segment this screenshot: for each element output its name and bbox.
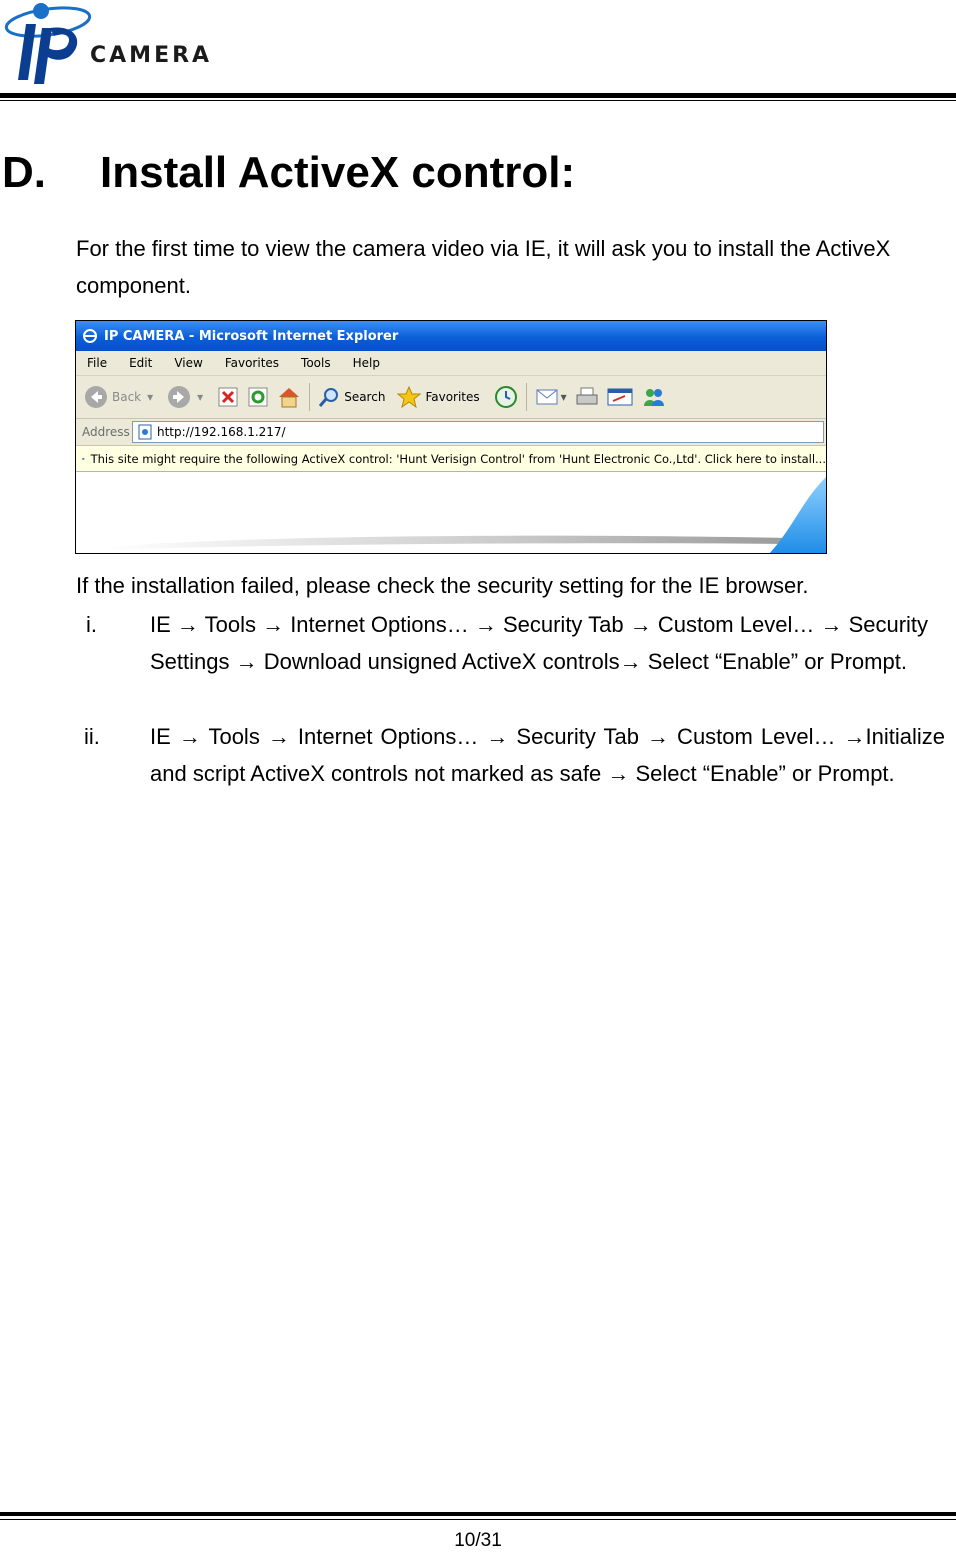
refresh-button[interactable] xyxy=(247,386,269,408)
back-label: Back xyxy=(112,390,141,404)
shield-icon xyxy=(82,451,85,467)
menu-favorites[interactable]: Favorites xyxy=(214,356,290,370)
printer-icon xyxy=(575,386,599,408)
history-button[interactable] xyxy=(494,385,518,409)
star-icon xyxy=(397,386,421,408)
favorites-button[interactable] xyxy=(397,386,479,408)
ie-menu-bar xyxy=(76,351,826,376)
messenger-button[interactable] xyxy=(641,386,667,408)
page-swoosh-graphic xyxy=(76,472,826,554)
menu-help[interactable]: Help xyxy=(342,356,391,370)
edit-button[interactable] xyxy=(607,387,633,407)
stop-icon xyxy=(217,386,239,408)
section-title: Install ActiveX control: xyxy=(100,148,575,197)
forward-arrow-icon xyxy=(167,385,191,409)
toolbar-separator xyxy=(526,383,527,411)
refresh-icon xyxy=(247,386,269,408)
ie-window-title: IP CAMERA - Microsoft Internet Explorer xyxy=(104,329,398,344)
search-button[interactable] xyxy=(318,386,385,408)
step-number: ii. xyxy=(84,718,100,755)
ie-address-bar xyxy=(76,419,826,446)
forward-button[interactable]: ▾ xyxy=(167,385,203,409)
step-text: IE → Tools → Internet Options… → Security Tab → Custom Level… →Initialize and script ActiveX controls not marked as safe → Select “Enable” or Prompt. xyxy=(150,718,945,792)
address-label: Address xyxy=(82,425,132,439)
history-icon xyxy=(494,385,518,409)
home-icon xyxy=(277,386,301,408)
ie-logo-icon xyxy=(82,328,98,344)
back-button[interactable]: Back ▾ xyxy=(84,385,153,409)
search-label: Search xyxy=(344,390,385,404)
header-rule-thick xyxy=(0,93,956,98)
footer-rule-thick xyxy=(0,1512,956,1516)
stop-button[interactable] xyxy=(217,386,239,408)
edit-page-icon xyxy=(607,387,633,407)
mail-icon xyxy=(535,387,559,407)
address-value: http://192.168.1.217/ xyxy=(157,425,286,439)
address-input[interactable] xyxy=(132,421,824,443)
footer-rule-thin xyxy=(0,1519,956,1520)
page-number: 10/31 xyxy=(0,1530,956,1552)
ie-screenshot xyxy=(75,320,827,554)
activex-infobar[interactable] xyxy=(76,446,826,472)
failed-note: If the installation failed, please check the security setting for the IE browser. xyxy=(76,567,926,604)
menu-file[interactable]: File xyxy=(76,356,118,370)
home-button[interactable] xyxy=(277,386,301,408)
logo-mark-text: ip xyxy=(0,0,1,1)
menu-edit[interactable]: Edit xyxy=(118,356,163,370)
print-button[interactable] xyxy=(575,386,599,408)
search-icon xyxy=(318,386,340,408)
favorites-label: Favorites xyxy=(425,390,479,404)
menu-view[interactable]: View xyxy=(163,356,213,370)
ie-toolbar xyxy=(76,376,826,419)
toolbar-separator xyxy=(309,383,310,411)
infobar-text: This site might require the following ActiveX control: 'Hunt Verisign Control' from 'Hunt Electronic Co.,Ltd'. Click here to install... xyxy=(91,452,826,466)
section-letter: D. xyxy=(2,148,100,198)
mail-button[interactable]: ▾ xyxy=(535,387,567,407)
ie-page-content xyxy=(76,472,826,554)
section-heading xyxy=(2,148,575,198)
ip-camera-logo xyxy=(0,0,270,90)
step-text: IE → Tools → Internet Options… → Security Tab → Custom Level… → Security Settings → Download unsigned ActiveX controls→ Select “Enable” or Prompt. xyxy=(150,606,945,680)
step-number: i. xyxy=(86,606,97,643)
header-rule-thin xyxy=(0,100,956,101)
back-arrow-icon xyxy=(84,385,108,409)
menu-tools[interactable]: Tools xyxy=(290,356,342,370)
logo-word: CAMERA xyxy=(90,43,212,68)
ie-title-bar xyxy=(76,321,826,351)
messenger-icon xyxy=(641,386,667,408)
intro-paragraph: For the first time to view the camera video via IE, it will ask you to install the ActiveX component. xyxy=(76,230,926,304)
page-icon xyxy=(137,424,153,440)
